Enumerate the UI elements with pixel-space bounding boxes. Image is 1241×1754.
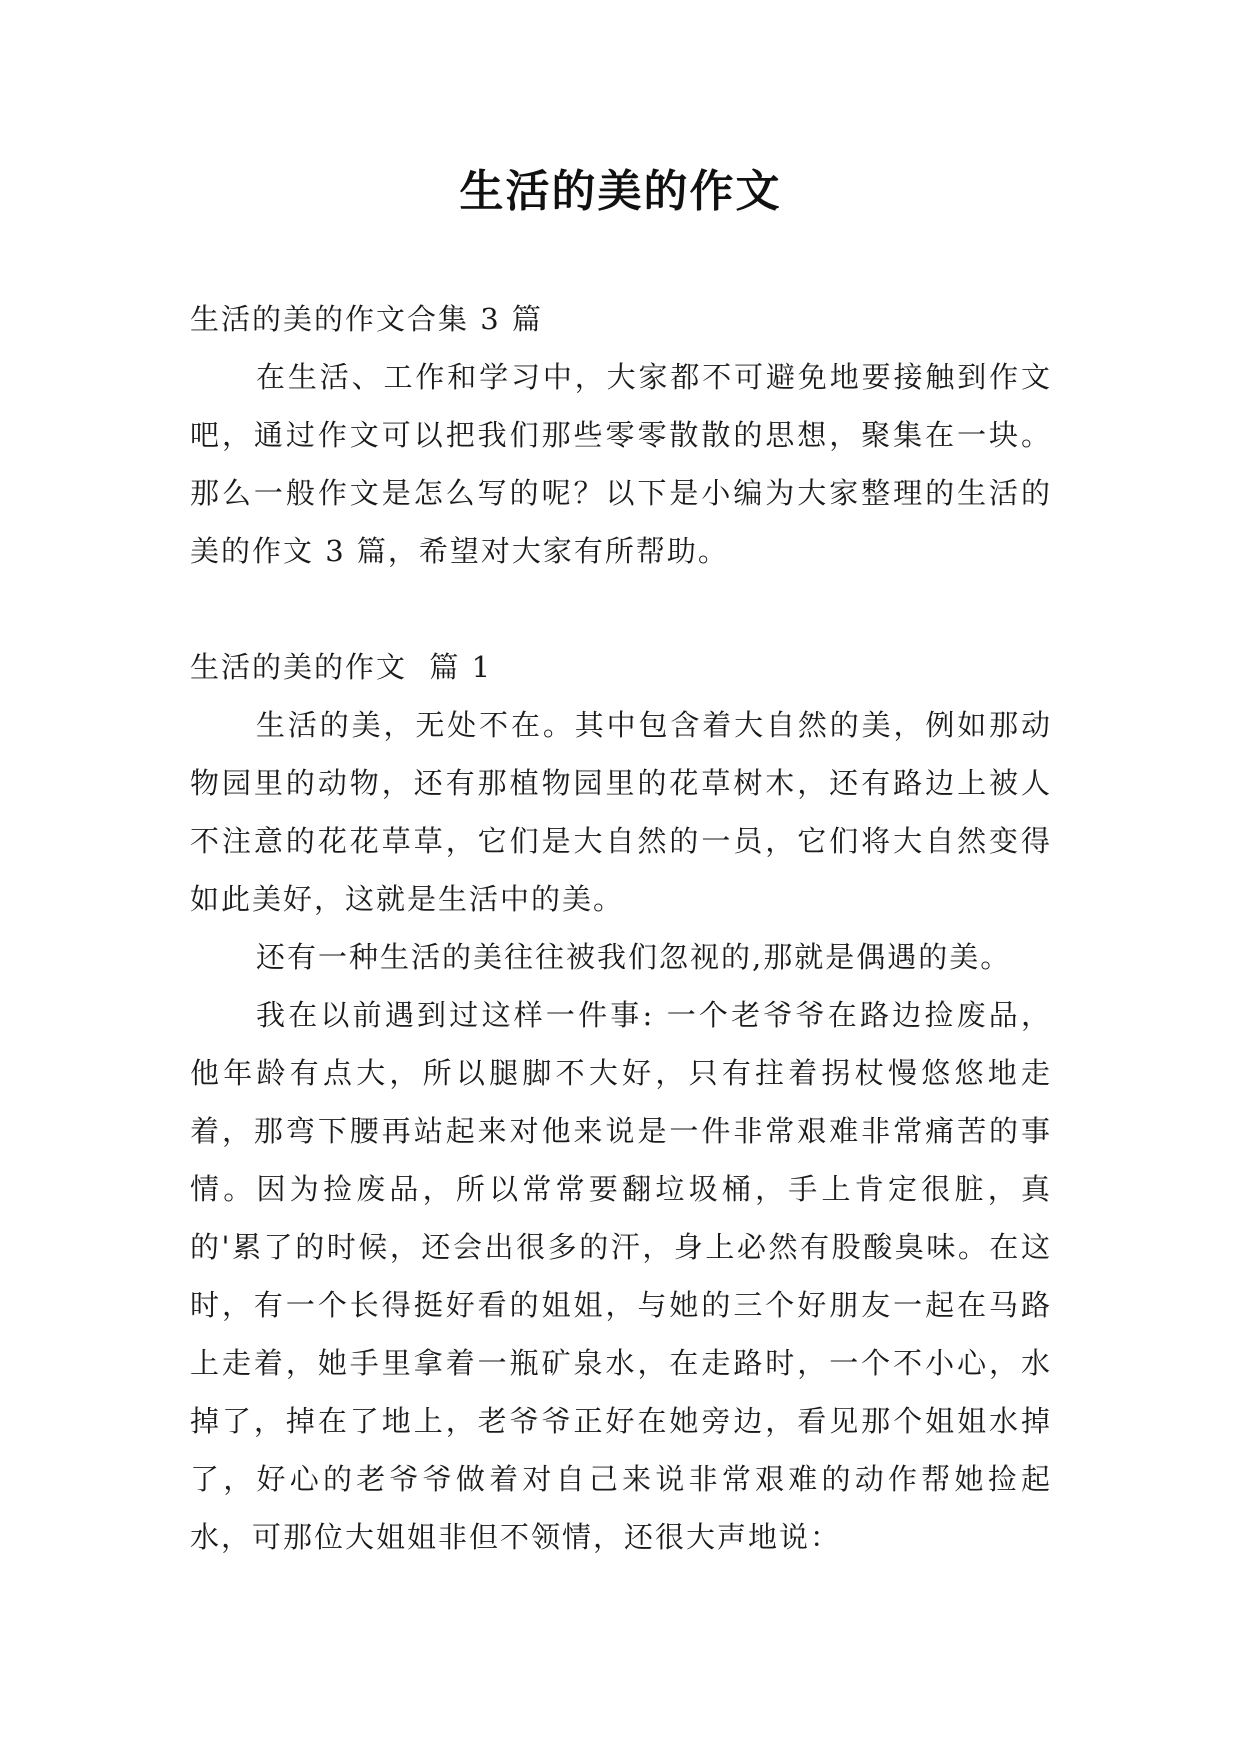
section-spacer xyxy=(190,580,1052,638)
body-paragraph: 我在以前遇到过这样一件事: 一个老爷爷在路边捡废品，他年龄有点大，所以腿脚不大好，只有拄着拐杖慢悠悠地走着，那弯下腰再站起来对他来说是一件非常艰难非常痛苦的事情。因为捡废品，所以常常要翻垃圾桶，手上肯定很脏，真的'累了的时候，还会出很多的汗，身上必然有股酸臭味。在这时，有一个长得挺好看的姐姐，与她的三个好朋友一起在马路上走着，她手里拿着一瓶矿泉水，在走路时，一个不小心，水掉了，掉在了地上，老爷爷正好在她旁边，看见那个姐姐水掉了，好心的老爷爷做着对自己来说非常艰难的动作帮她捡起水，可那位大姐姐非但不领情，还很大声地说： xyxy=(190,998,1052,1554)
body-paragraph: 生活的美，无处不在。其中包含着大自然的美，例如那动物园里的动物，还有那植物园里的花草树木，还有路边上被人不注意的花花草草，它们是大自然的一员，它们将大自然变得如此美好，这就是生活中的美。 xyxy=(190,708,1052,916)
intro-heading: 生活的美的作文合集 3 篇 xyxy=(190,302,543,336)
intro-paragraph: 在生活、工作和学习中，大家都不可避免地要接触到作文吧，通过作文可以把我们那些零零散散的思想，聚集在一块。那么一般作文是怎么写的呢？以下是小编为大家整理的生活的美的作文 3 篇，希望对大家有所帮助。 xyxy=(190,360,1052,568)
body-paragraph: 还有一种生活的美往往被我们忽视的,那就是偶遇的美。 xyxy=(256,940,1012,974)
document-body xyxy=(190,290,1052,1566)
section-heading: 生活的美的作文 篇 1 xyxy=(190,650,493,684)
document-title: 生活的美的作文 xyxy=(459,166,782,217)
